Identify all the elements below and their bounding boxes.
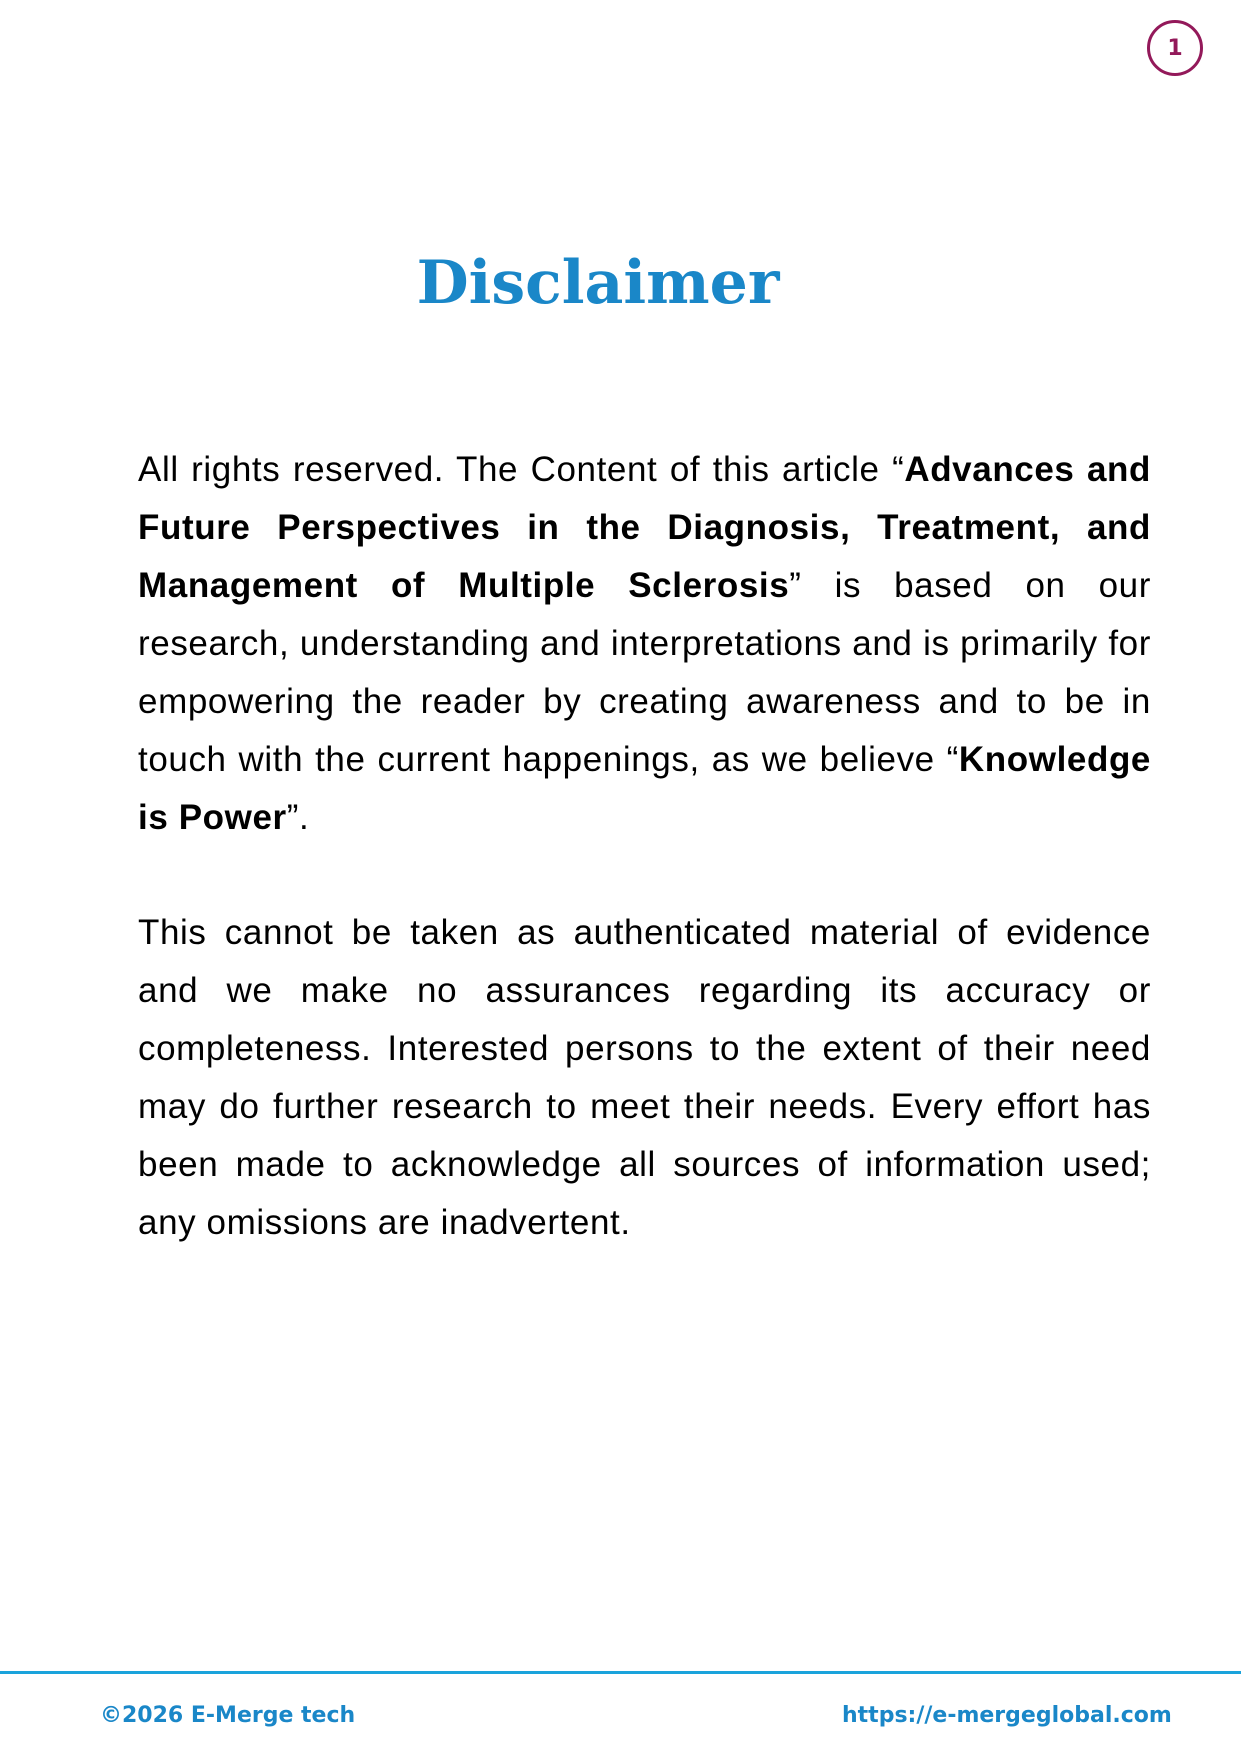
footer-url-link[interactable]: https://e-mergeglobal.com [842, 1703, 1172, 1728]
paragraph-1-text-a: All rights reserved. The Content of this article “ [138, 450, 905, 489]
disclaimer-paragraph-1 [138, 441, 1151, 847]
footer-copyright: ©2026 E-Merge tech [100, 1703, 356, 1728]
footer-divider [0, 1671, 1241, 1674]
disclaimer-paragraph-2: This cannot be taken as authenticated material of evidence and we make no assurances regarding its accuracy or completeness. Interested persons to the extent of their need may do further research to meet their needs. Every effort has been made to acknowledge all sources of information used; any omissions are inadvertent. [138, 913, 1151, 1242]
page-number-badge [1147, 20, 1203, 76]
paragraph-1-text-b: ” is based on our research, understanding and interpretations and is primarily for empowering the reader by creating awareness and to be in touch with the current happenings, as we believe “ [138, 566, 1151, 779]
paragraph-1-text-c: ”. [286, 798, 310, 837]
article-title: Advances and Future Perspectives in the Diagnosis, Treatment, and Management of Multiple Sclerosis [138, 450, 1151, 605]
page-number: 1 [1167, 35, 1183, 61]
page-title: Disclaimer [416, 248, 780, 318]
motto: Knowledge is Power [138, 740, 1151, 837]
